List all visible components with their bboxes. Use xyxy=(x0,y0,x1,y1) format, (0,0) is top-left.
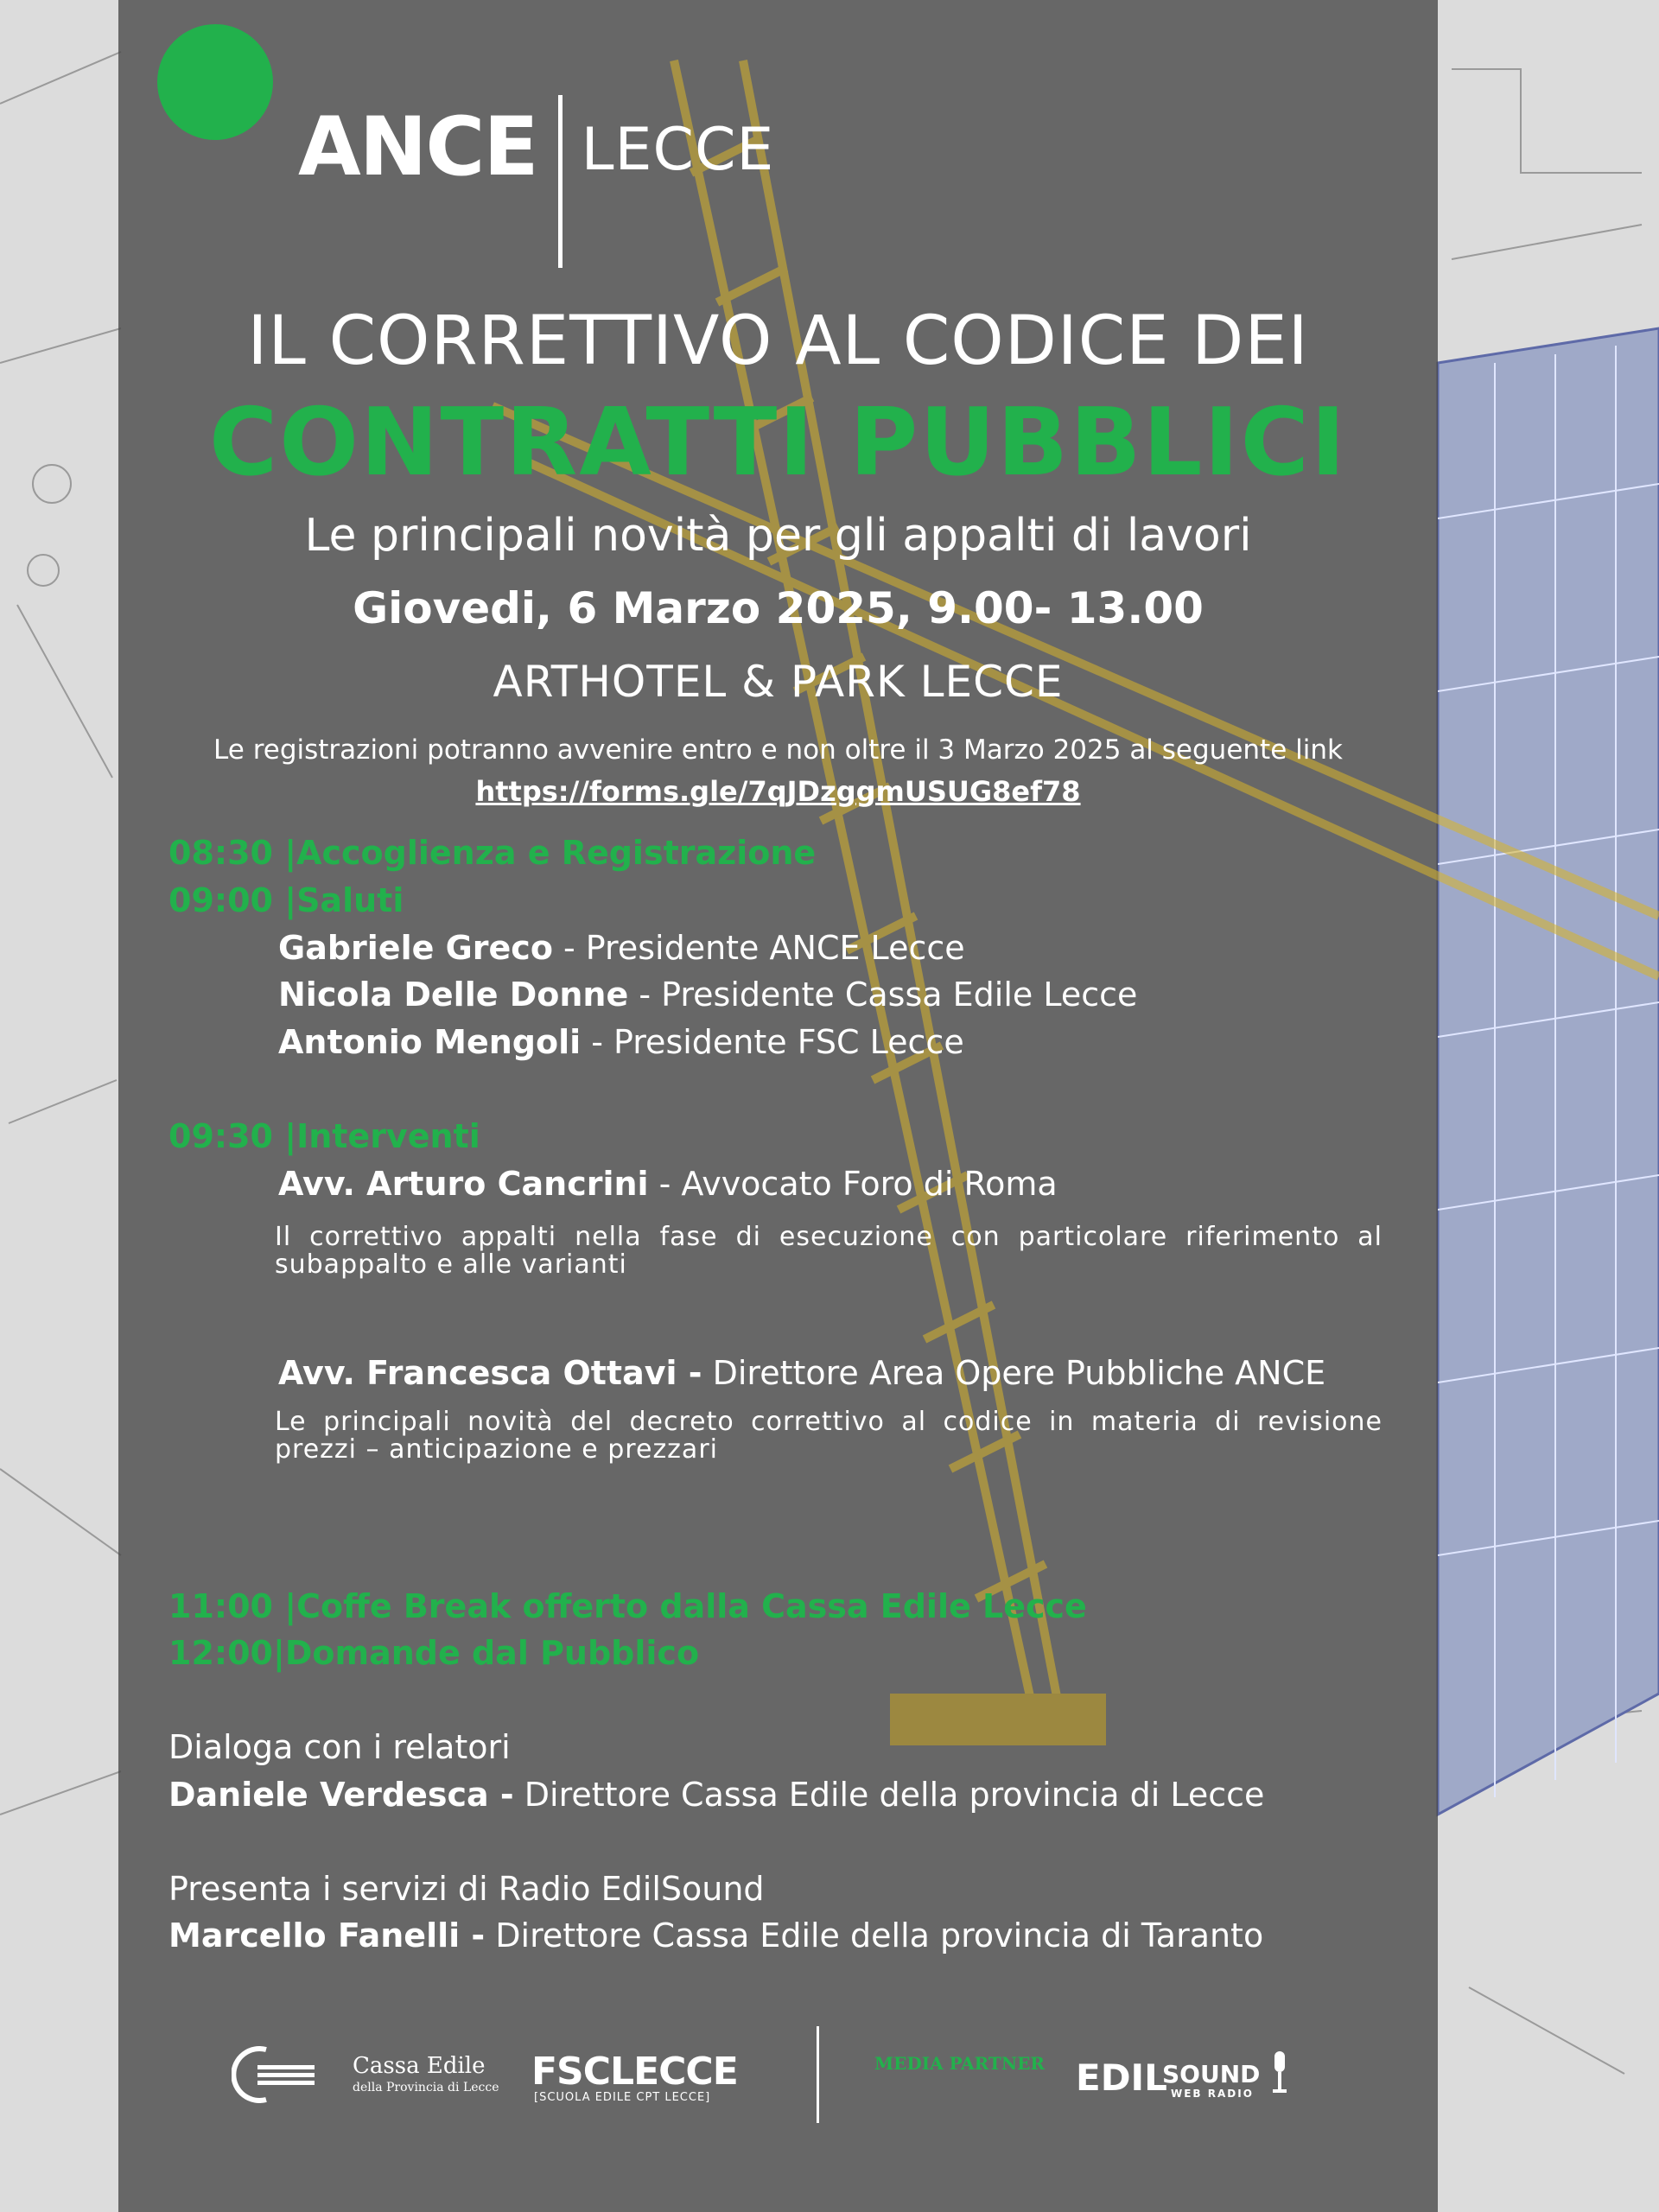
logo-ance: ANCE xyxy=(298,100,537,194)
slot-domande: 12:00|Domande dal Pubblico xyxy=(168,1634,700,1672)
cassa-edile-subtitle: della Provincia di Lecce xyxy=(353,2081,499,2094)
logo-divider xyxy=(558,95,563,268)
microphone-icon xyxy=(1270,2050,1289,2094)
greeting-speaker xyxy=(278,929,965,967)
cassa-edile-logo-icon xyxy=(232,2046,318,2103)
green-circle-decoration xyxy=(157,24,273,140)
title-line-1: IL CORRETTIVO AL CODICE DEI xyxy=(247,302,1309,380)
speaker-role: Direttore Area Opere Pubbliche ANCE xyxy=(702,1354,1326,1392)
greeting-speaker xyxy=(278,976,1137,1014)
talk-topic: Il correttivo appalti nella fase di esecuzione con particolare riferimento al subappalto e alle varianti xyxy=(275,1222,1382,1280)
registration-note: Le registrazioni potranno avvenire entro e non oltre il 3 Marzo 2025 al seguente link xyxy=(213,734,1343,766)
event-date: Giovedi, 6 Marzo 2025, 9.00- 13.00 xyxy=(353,583,1204,633)
speaker-role: - Avvocato Foro di Roma xyxy=(648,1165,1058,1203)
talk-speaker xyxy=(278,1354,1325,1392)
radio-intro: Presenta i servizi di Radio EdilSound xyxy=(168,1870,765,1908)
talk-topic: Le principali novità del decreto correttivo al codice in materia di revisione prezzi – anticipazione e prezzari xyxy=(275,1407,1382,1465)
media-partner-label: MEDIA PARTNER xyxy=(874,2053,1045,2074)
title-line-2: CONTRATTI PUBBLICI xyxy=(208,389,1348,497)
speaker-name: Avv. Francesca Ottavi - xyxy=(278,1354,702,1392)
dialog-intro: Dialoga con i relatori xyxy=(168,1728,511,1766)
registration-link[interactable]: https://forms.gle/7qJDzggmUSUG8ef78 xyxy=(475,775,1081,808)
speaker-role: - Presidente Cassa Edile Lecce xyxy=(628,976,1138,1014)
edilsound-logo-edil: EDIL xyxy=(1076,2056,1167,2099)
cassa-edile-name: Cassa Edile xyxy=(353,2053,486,2079)
slot-coffee-break: 11:00 |Coffe Break offerto dalla Cassa Edile Lecce xyxy=(168,1587,1087,1625)
fsc-lecce-subtitle: [SCUOLA EDILE CPT LECCE] xyxy=(534,2091,711,2104)
speaker-role: - Presidente FSC Lecce xyxy=(581,1023,964,1061)
dialog-speaker xyxy=(168,1776,1264,1814)
speaker-name: Nicola Delle Donne xyxy=(278,976,629,1014)
slot-saluti: 09:00 |Saluti xyxy=(168,881,404,919)
edilsound-logo-webradio: WEB RADIO xyxy=(1171,2088,1254,2100)
speaker-role: - Presidente ANCE Lecce xyxy=(552,929,965,967)
speaker-name: Avv. Arturo Cancrini xyxy=(278,1165,649,1203)
talk-speaker xyxy=(278,1165,1058,1203)
speaker-role: Direttore Cassa Edile della provincia di Lecce xyxy=(513,1776,1265,1814)
footer-divider xyxy=(817,2026,819,2123)
logo-lecce: LECCE xyxy=(581,116,775,184)
fsc-lecce-logo: FSCLECCE xyxy=(531,2050,738,2094)
edilsound-logo-sound: SOUND xyxy=(1162,2060,1261,2088)
speaker-name: Antonio Mengoli xyxy=(278,1023,582,1061)
slot-interventi: 09:30 |Interventi xyxy=(168,1117,480,1155)
greeting-speaker xyxy=(278,1023,964,1061)
event-subtitle: Le principali novità per gli appalti di lavori xyxy=(304,510,1252,562)
radio-speaker xyxy=(168,1916,1263,1955)
speaker-role: Direttore Cassa Edile della provincia di Taranto xyxy=(485,1916,1264,1955)
speaker-name: Gabriele Greco xyxy=(278,929,553,967)
slot-accoglienza: 08:30 |Accoglienza e Registrazione xyxy=(168,834,817,872)
ance-lecce-logo xyxy=(298,95,774,268)
event-venue: ARTHOTEL & PARK LECCE xyxy=(493,657,1064,707)
speaker-name: Marcello Fanelli - xyxy=(168,1916,486,1955)
speaker-name: Daniele Verdesca - xyxy=(168,1776,514,1814)
